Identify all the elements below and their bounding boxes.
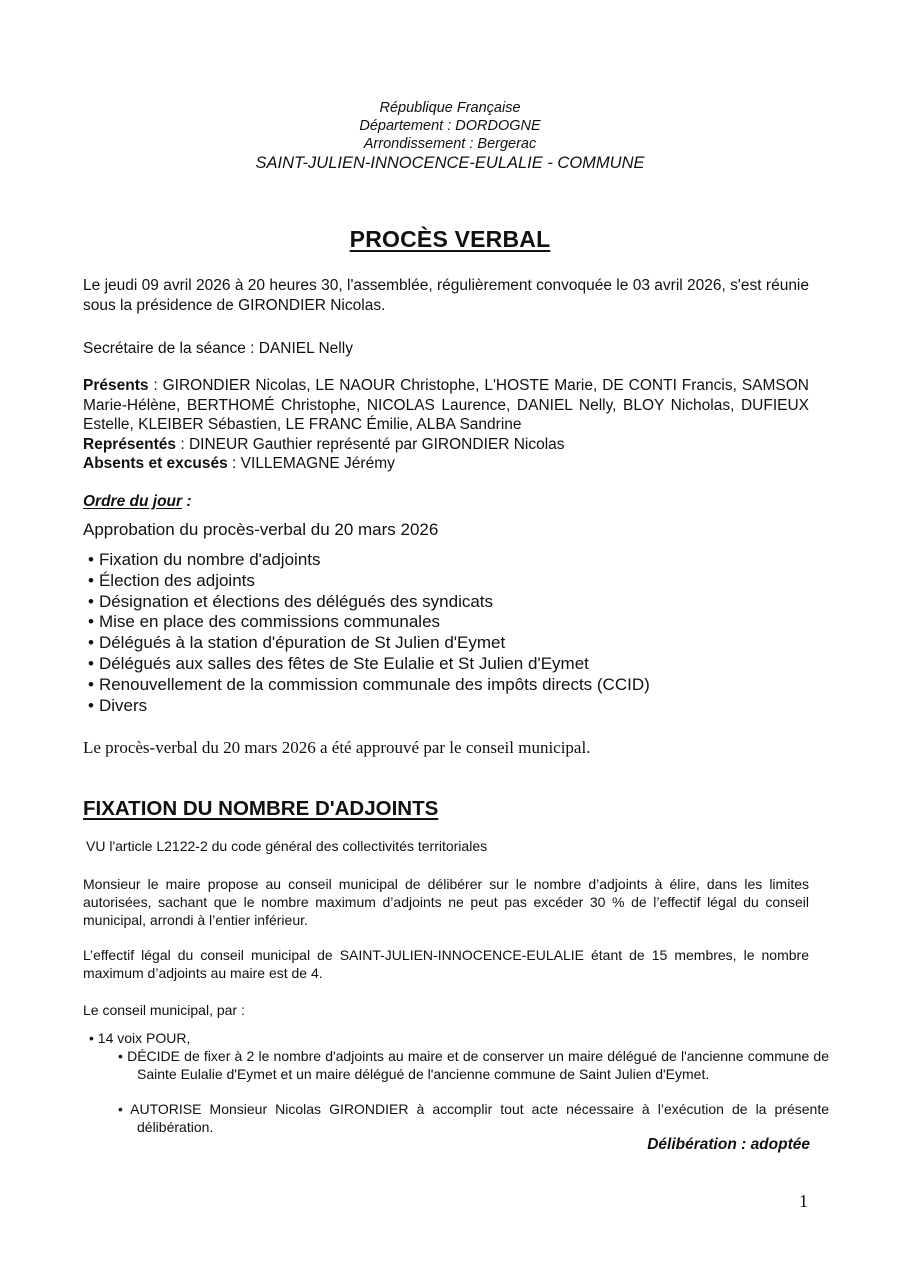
ordre-du-jour-heading — [83, 492, 809, 512]
representes-label: Représentés — [83, 435, 177, 453]
agenda-list — [88, 550, 650, 716]
header-departement: Département : DORDOGNE — [359, 118, 541, 134]
absents-text: : VILLEMAGNE Jérémy — [227, 455, 395, 472]
proposal-paragraph: Monsieur le maire propose au conseil municipal de délibérer sur le nombre d’adjoints à élire, dans les limites autorisées, sachant que le nombre maximum d’adjoints ne peut pas excéder 30 % de l’effectif légal du conseil municipal, arrondi à l’entier inférieur. — [83, 876, 809, 928]
absents-line — [83, 454, 809, 474]
autorise-item: • AUTORISE Monsieur Nicolas GIRONDIER à accomplir tout acte nécessaire à l’exécution de la présente délibération. — [118, 1101, 829, 1135]
agenda-item: • Divers — [88, 696, 650, 717]
attendance-block — [83, 376, 809, 474]
page-number: 1 — [799, 1191, 808, 1211]
ordre-du-jour-suffix: : — [182, 493, 192, 510]
section-title: FIXATION DU NOMBRE D'ADJOINTS — [83, 797, 439, 820]
representes-line — [83, 435, 809, 455]
pv-approved-line: Le procès-verbal du 20 mars 2026 a été approuvé par le conseil municipal. — [83, 738, 591, 757]
decide-item: • DÉCIDE de fixer à 2 le nombre d'adjoints au maire et de conserver un maire délégué de l'ancienne commune de Sainte Eulalie d'Eymet et un maire délégué de l'ancienne commune de Saint Julien d'Eymet. — [118, 1048, 829, 1082]
vote-line: • 14 voix POUR, — [89, 1030, 191, 1046]
agenda-item: • Désignation et élections des délégués des syndicats — [88, 592, 650, 613]
approbation-line: Approbation du procès-verbal du 20 mars 2026 — [83, 520, 439, 539]
header-republique: République Française — [379, 100, 521, 116]
header-arrondissement: Arrondissement : Bergerac — [363, 136, 537, 152]
page-title: PROCÈS VERBAL — [349, 226, 551, 252]
ordre-du-jour-label: Ordre du jour — [83, 493, 183, 510]
agenda-item: • Élection des adjoints — [88, 571, 650, 592]
vu-line: VU l'article L2122-2 du code général des collectivités territoriales — [86, 838, 488, 854]
header-commune: SAINT-JULIEN-INNOCENCE-EULALIE - COMMUNE — [255, 154, 645, 172]
secretaire-line: Secrétaire de la séance : DANIEL Nelly — [83, 340, 353, 357]
deliberation-status: Délibération : adoptée — [647, 1136, 810, 1153]
agenda-item: • Fixation du nombre d'adjoints — [88, 550, 650, 571]
agenda-item: • Délégués aux salles des fêtes de Ste Eulalie et St Julien d'Eymet — [88, 654, 650, 675]
agenda-item: • Renouvellement de la commission communale des impôts directs (CCID) — [88, 675, 650, 696]
intro-paragraph: Le jeudi 09 avril 2026 à 20 heures 30, l'assemblée, régulièrement convoquée le 03 avril 2026, s'est réunie sous la présidence de GIRONDIER Nicolas. — [83, 277, 809, 314]
absents-label: Absents et excusés — [83, 455, 228, 472]
effectif-paragraph: L’effectif légal du conseil municipal de SAINT-JULIEN-INNOCENCE-EULALIE étant de 15 membres, le nombre maximum d’adjoints au maire est de 4. — [83, 947, 809, 981]
representes-text: : DINEUR Gauthier représenté par GIRONDIER Nicolas — [176, 435, 565, 453]
presents-label: Présents — [83, 377, 149, 394]
presents-text: : GIRONDIER Nicolas, LE NAOUR Christophe, L'HOSTE Marie, DE CONTI Francis, SAMSON Marie-Hélène, BERTHOMÉ Christophe, NICOLAS Laurence, DANIEL Nelly, BLOY Nicholas, DUFIEUX Estelle, KLEIBER Sébastien, LE FRANC Émilie, ALBA Sandrine — [83, 377, 809, 433]
presents-line — [83, 376, 809, 435]
conseil-line: Le conseil municipal, par : — [83, 1002, 245, 1018]
agenda-item: • Mise en place des commissions communales — [88, 612, 650, 633]
agenda-item: • Délégués à la station d'épuration de St Julien d'Eymet — [88, 633, 650, 654]
document-header — [0, 99, 900, 173]
